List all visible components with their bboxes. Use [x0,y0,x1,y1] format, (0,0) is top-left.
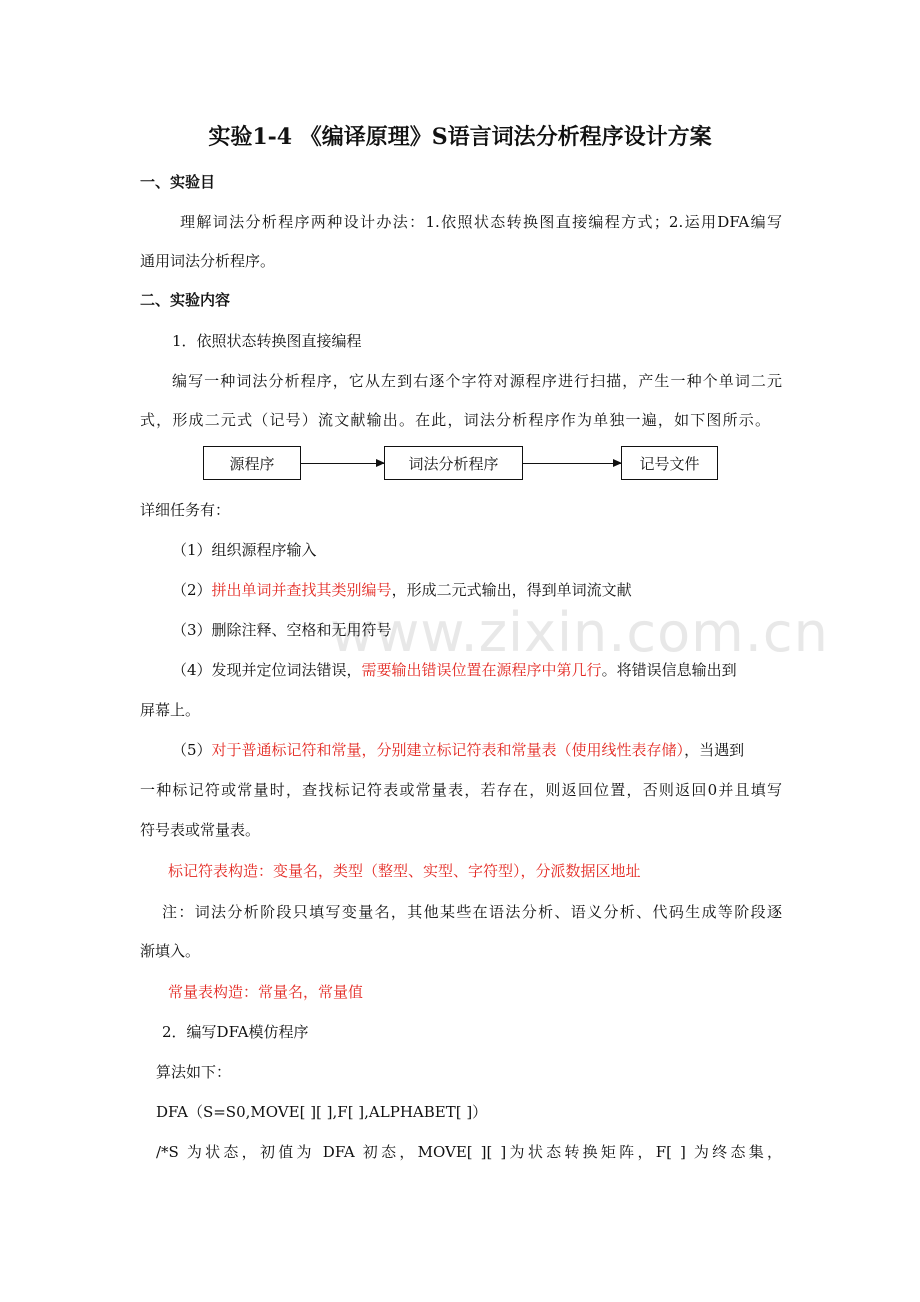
diagram-arrow-2 [523,463,621,464]
purpose-paragraph-line1: 理解词法分析程序两种设计办法：1.依照状态转换图直接编程方式；2.运用DFA编写 [180,213,782,231]
tasks-intro: 详细任务有： [140,501,231,519]
content-item-1: 1．依照状态转换图直接编程 [172,332,362,350]
identifier-table-structure: 标记符表构造：变量名，类型（整型、实型、字符型），分派数据区地址 [168,862,641,880]
diagram-box-token-file: 记号文件 [621,446,718,480]
content-item-2: 2．编写DFA模仿程序 [162,1023,309,1041]
content-paragraph-line1: 编写一种词法分析程序，它从左到右逐个字符对源程序进行扫描，产生一种个单词二元 [172,372,782,390]
note-line1: 注：词法分析阶段只填写变量名，其他某些在语法分析、语义分析、代码生成等阶段逐 [162,903,782,921]
section-heading-content: 二、实验内容 [140,291,231,309]
task-4-highlight: 需要输出错误位置在源程序中第几行 [361,661,602,679]
algorithm-intro: 算法如下： [156,1063,232,1081]
task-5-highlight: 对于普通标记符和常量，分别建立标记符表和常量表（使用线性表存储） [211,741,685,759]
task-1: （1）组织源程序输入 [172,541,317,559]
task-5-suffix: ，当遇到 [684,741,745,759]
task-5-line2: 一种标记符或常量时，查找标记符表或常量表，若存在，则返回位置，否则返回0并且填写 [140,781,782,799]
task-5-prefix: （5） [172,741,212,759]
task-2-suffix: ，形成二元式输出，得到单词流文献 [391,581,632,599]
task-5 [172,740,744,760]
watermark: www.zixin.com.cn [330,601,829,664]
algorithm-comment: /*S 为状态，初值为 DFA 初态，MOVE[ ][ ]为状态转换矩阵，F[ ] 为终态集， [156,1143,782,1161]
diagram-box-lexer: 词法分析程序 [384,446,523,480]
task-5-line3: 符号表或常量表。 [140,821,261,839]
task-2-highlight: 拼出单词并查找其类别编号 [211,581,392,599]
task-4-prefix: （4）发现并定位词法错误， [172,661,362,679]
note-line2: 渐填入。 [140,942,201,960]
task-4-line2: 屏幕上。 [140,701,201,719]
constant-table-structure: 常量表构造：常量名，常量值 [168,983,364,1001]
task-4-suffix: 。将错误信息输出到 [601,661,737,679]
content-paragraph-line2: 式，形成二元式（记号）流文献输出。在此，词法分析程序作为单独一遍，如下图所示。 [140,411,770,429]
task-2-prefix: （2） [172,581,212,599]
task-4 [172,660,737,680]
purpose-paragraph-line2: 通用词法分析程序。 [140,252,276,270]
task-2 [172,580,632,600]
algorithm-signature: DFA（S=S0,MOVE[ ][ ],F[ ],ALPHABET[ ]） [156,1103,488,1121]
section-heading-purpose: 一、实验目 [140,173,216,191]
diagram-arrow-1 [301,463,384,464]
task-3: （3）删除注释、空格和无用符号 [172,621,392,639]
page-title: 实验1-4 《编译原理》S语言词法分析程序设计方案 [208,124,712,150]
diagram-box-source: 源程序 [203,446,301,480]
